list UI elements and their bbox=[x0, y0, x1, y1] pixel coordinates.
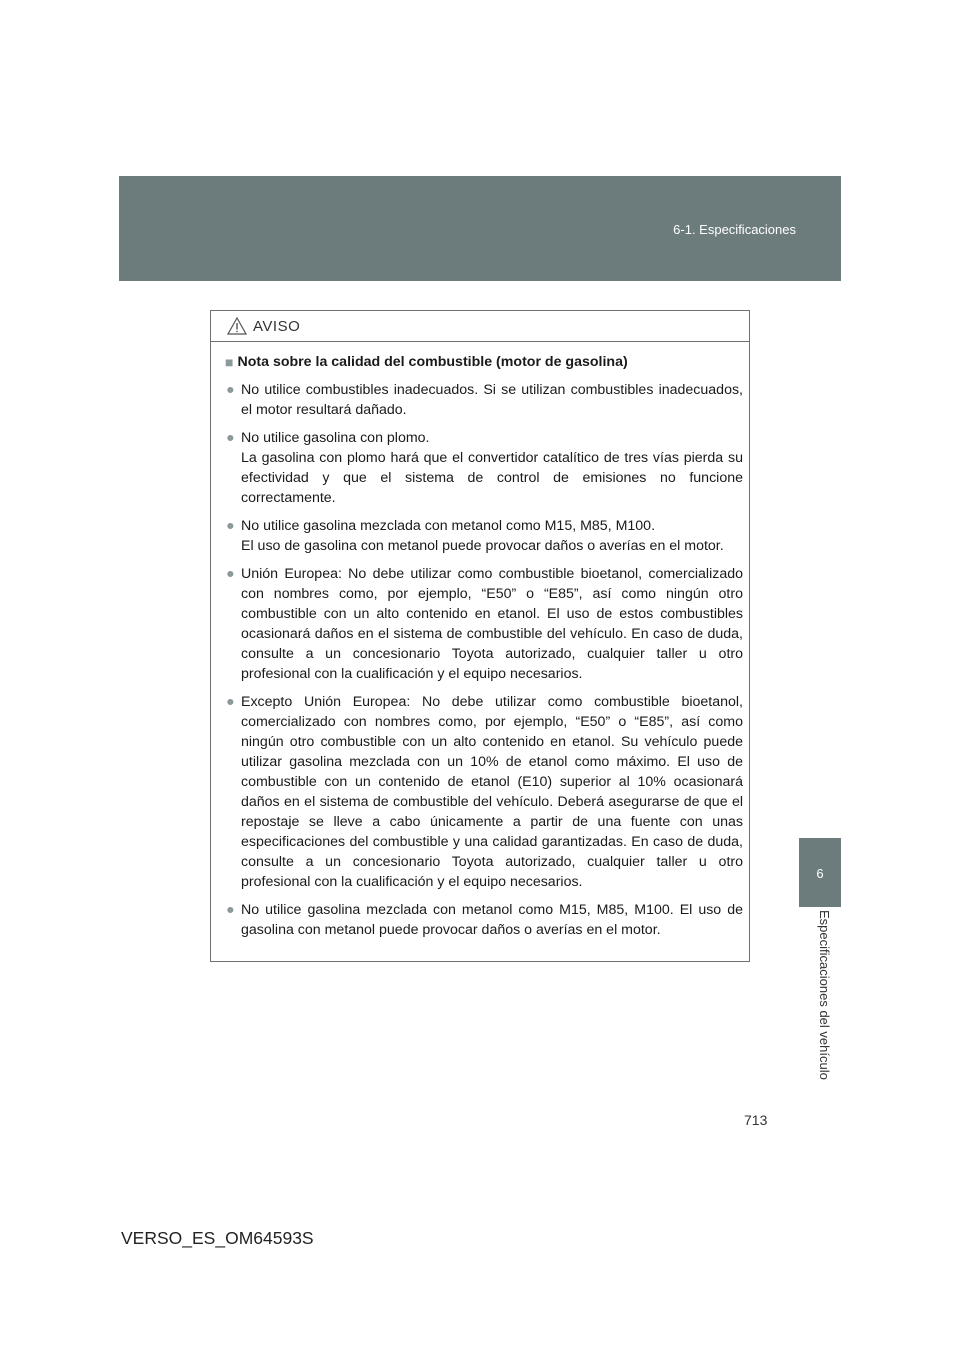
warning-list bbox=[225, 380, 743, 940]
chapter-label-text: Especificaciones del vehículo bbox=[817, 910, 832, 1080]
header-band bbox=[119, 176, 841, 281]
circle-bullet-icon: ● bbox=[226, 382, 235, 398]
subsection-title-text: Nota sobre la calidad del combustible (motor de gasolina) bbox=[237, 354, 628, 370]
warning-box bbox=[210, 310, 750, 962]
list-item-text: Excepto Unión Europea: No debe utilizar como combustible bioetanol, comercializado con nombres como, por ejemplo, “E50” o “E85”, así como ningún otro combustible con un alto contenido en etanol. Su vehículo puede utilizar gasolina mezclada con un 10% de etanol como máximo. El uso de combustible con un contenido de etanol (E10) superior al 10% ocasionará daños en el sistema de combustible del vehículo. Deberá asegurarse de que el repostaje se lleve a cabo únicamente a partir de una fuente con unas especificaciones del combustible y una calidad garantizadas. En caso de duda, consulte a un concesionario Toyota autorizado, cualquier taller u otro profesional con la cualificación y el equipo necesarios. bbox=[241, 694, 743, 890]
list-item bbox=[225, 428, 743, 508]
list-item-text: No utilice gasolina mezclada con metanol como M15, M85, M100. bbox=[241, 518, 656, 534]
warning-header bbox=[211, 311, 749, 342]
subsection-title bbox=[225, 352, 743, 372]
list-item-text: No utilice combustibles inadecuados. Si se utilizan combustibles inadecuados, el motor resultará dañado. bbox=[241, 382, 743, 418]
circle-bullet-icon: ● bbox=[226, 430, 235, 446]
chapter-number: 6 bbox=[816, 866, 824, 881]
warning-title: AVISO bbox=[253, 317, 301, 335]
circle-bullet-icon: ● bbox=[226, 518, 235, 534]
warning-triangle-icon bbox=[227, 317, 247, 335]
chapter-tab bbox=[799, 838, 841, 907]
list-item bbox=[225, 692, 743, 892]
list-item-text: No utilice gasolina con plomo. bbox=[241, 430, 430, 446]
square-bullet-icon: ■ bbox=[225, 354, 234, 370]
circle-bullet-icon: ● bbox=[226, 694, 235, 710]
list-item-text: La gasolina con plomo hará que el convertidor catalítico de tres vías pierda su efectividad y que el sistema de control de emisiones no funcione correctamente. bbox=[241, 450, 743, 506]
warning-body bbox=[211, 342, 749, 940]
list-item bbox=[225, 564, 743, 684]
list-item-text: No utilice gasolina mezclada con metanol como M15, M85, M100. El uso de gasolina con metanol puede provocar daños o averías en el motor. bbox=[241, 902, 743, 938]
circle-bullet-icon: ● bbox=[226, 902, 235, 918]
list-item bbox=[225, 900, 743, 940]
page-number: 713 bbox=[744, 1112, 768, 1128]
document-code: VERSO_ES_OM64593S bbox=[121, 1228, 314, 1248]
chapter-label bbox=[808, 910, 832, 1110]
list-item-text: Unión Europea: No debe utilizar como combustible bioetanol, comercializado con nombres como, por ejemplo, “E50” o “E85”, así como ningún otro combustible con un alto contenido en etanol. El uso de estos combustibles ocasionará daños en el sistema de combustible del vehículo. En caso de duda, consulte a un concesionario Toyota autorizado, cualquier taller u otro profesional con la cualificación y el equipo necesarios. bbox=[241, 566, 743, 682]
list-item-text: El uso de gasolina con metanol puede provocar daños o averías en el motor. bbox=[241, 538, 724, 554]
section-title: 6-1. Especificaciones bbox=[673, 222, 796, 237]
list-item bbox=[225, 516, 743, 556]
circle-bullet-icon: ● bbox=[226, 566, 235, 582]
list-item bbox=[225, 380, 743, 420]
